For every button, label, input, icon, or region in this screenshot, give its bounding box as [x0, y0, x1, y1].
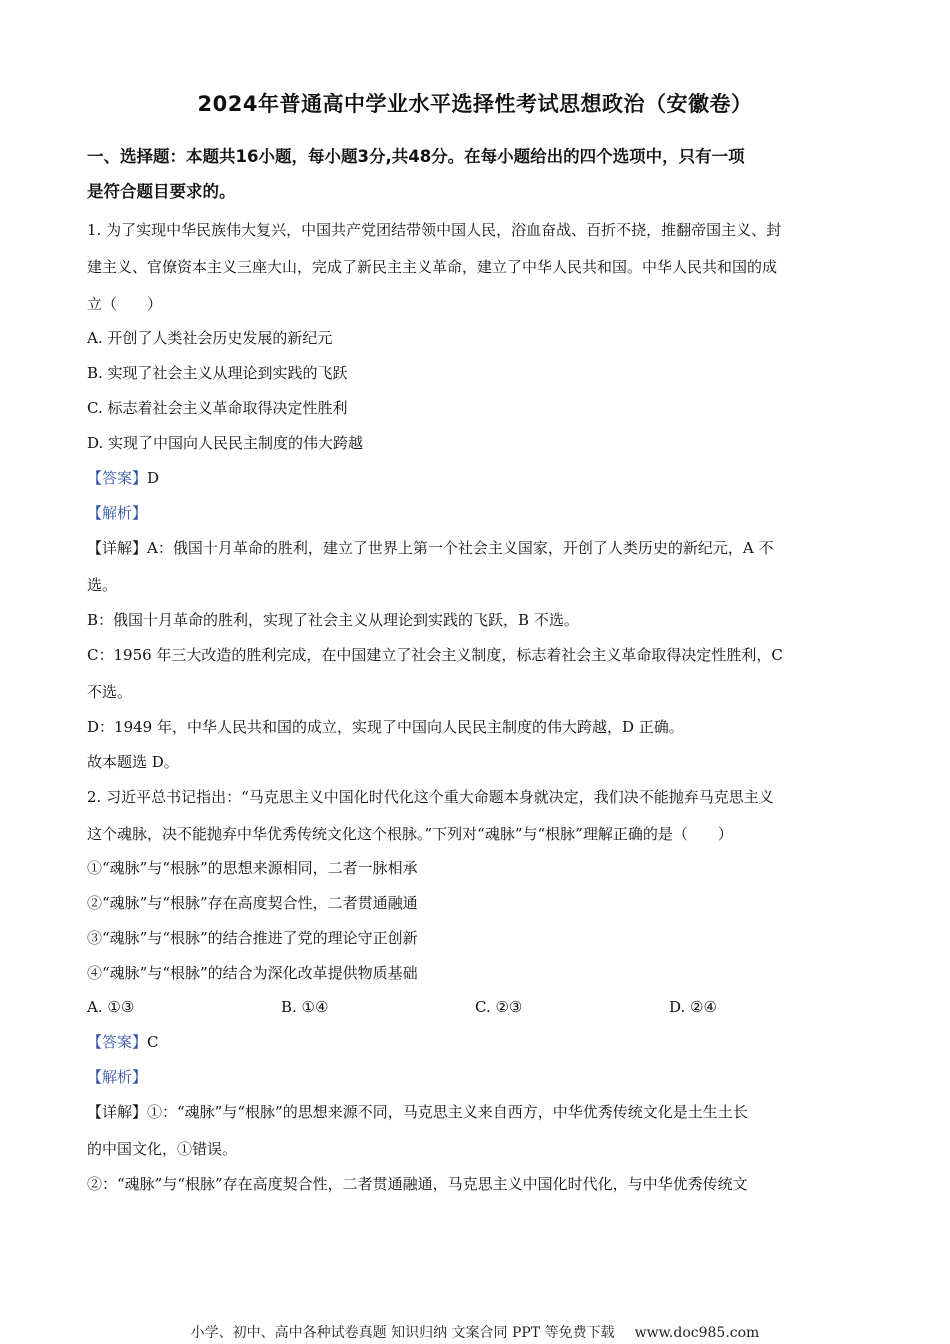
q2-statement-3: ③“魂脉”与“根脉”的结合推进了党的理论守正创新	[87, 929, 418, 947]
q2-answer	[87, 1032, 877, 1052]
page-footer	[0, 1322, 950, 1342]
q1-stem-line: 建主义、官僚资本主义三座大山，完成了新民主主义革命，建立了中华人民共和国。中华人民共和国的成	[87, 258, 778, 276]
q1-stem-line: 立（ ）	[87, 295, 163, 313]
q2-option-a: A. ①③	[87, 998, 135, 1016]
detail-tag: 【详解】	[87, 1103, 148, 1121]
q2-detail-line: ②：“魂脉”与“根脉”存在高度契合性，二者贯通融通，马克思主义中国化时代化，与中华优秀传统文	[87, 1175, 748, 1193]
q1-option-a: A. 开创了人类社会历史发展的新纪元	[87, 329, 333, 347]
q2-option-d: D. ②④	[669, 998, 717, 1016]
q2-analysis-tag: 【解析】	[87, 1068, 148, 1086]
q2-option-c: C. ②③	[475, 998, 523, 1016]
q1-detail-line: B：俄国十月革命的胜利，实现了社会主义从理论到实践的飞跃，B 不选。	[87, 611, 579, 629]
footer-text: 小学、初中、高中各种试卷真题 知识归纳 文案合同 PPT 等免费下载	[190, 1325, 615, 1341]
q2-statement-4: ④“魂脉”与“根脉”的结合为深化改革提供物质基础	[87, 964, 418, 982]
q2-statement-1: ①“魂脉”与“根脉”的思想来源相同，二者一脉相承	[87, 859, 418, 877]
q1-detail-line: C：1956 年三大改造的胜利完成，在中国建立了社会主义制度，标志着社会主义革命取得决定性胜利，C	[87, 646, 783, 664]
q1-answer	[87, 468, 877, 488]
q1-detail-line: 故本题选 D。	[87, 753, 179, 771]
q1-option-c: C. 标志着社会主义革命取得决定性胜利	[87, 399, 348, 417]
detail-text: ①：“魂脉”与“根脉”的思想来源不同，马克思主义来自西方，中华优秀传统文化是土生土长	[147, 1103, 748, 1121]
q1-detail-line: D：1949 年，中华人民共和国的成立，实现了中国向人民民主制度的伟大跨越，D 正确。	[87, 718, 684, 736]
q1-stem-line: 1. 为了实现中华民族伟大复兴，中国共产党团结带领中国人民，浴血奋战、百折不挠，推翻帝国主义、封	[87, 221, 782, 239]
q1-option-b: B. 实现了社会主义从理论到实践的飞跃	[87, 364, 348, 382]
q2-statement-2: ②“魂脉”与“根脉”存在高度契合性，二者贯通融通	[87, 894, 418, 912]
section-header-cont: 是符合题目要求的。	[87, 182, 236, 201]
q2-option-b: B. ①④	[281, 998, 329, 1016]
q2-detail-line	[87, 1102, 877, 1122]
section-header: 一、选择题：本题共16小题，每小题3分,共48分。在每小题给出的四个选项中，只有一项	[87, 147, 745, 166]
footer-url[interactable]: www.doc985.com	[634, 1325, 760, 1341]
detail-tag: 【详解】	[87, 539, 148, 557]
page-title: 2024年普通高中学业水平选择性考试思想政治（安徽卷）	[197, 92, 753, 116]
q1-detail-line: 选。	[87, 576, 118, 594]
detail-text: A：俄国十月革命的胜利，建立了世界上第一个社会主义国家，开创了人类历史的新纪元，A 不	[147, 539, 774, 557]
answer-value: D	[147, 469, 160, 487]
q2-stem-line: 这个魂脉，决不能抛弃中华优秀传统文化这个根脉。”下列对“魂脉”与“根脉”理解正确的是（ ）	[87, 825, 733, 843]
answer-tag: 【答案】	[87, 469, 148, 487]
q2-detail-line: 的中国文化，①错误。	[87, 1140, 238, 1158]
answer-value: C	[147, 1033, 159, 1051]
q1-option-d: D. 实现了中国向人民民主制度的伟大跨越	[87, 434, 364, 452]
answer-tag: 【答案】	[87, 1033, 148, 1051]
q1-detail-line: 不选。	[87, 683, 133, 701]
q1-analysis-tag: 【解析】	[87, 504, 148, 522]
q1-detail-line	[87, 538, 877, 558]
q2-stem-line: 2. 习近平总书记指出：“马克思主义中国化时代化这个重大命题本身就决定，我们决不能抛弃马克思主义	[87, 788, 774, 806]
